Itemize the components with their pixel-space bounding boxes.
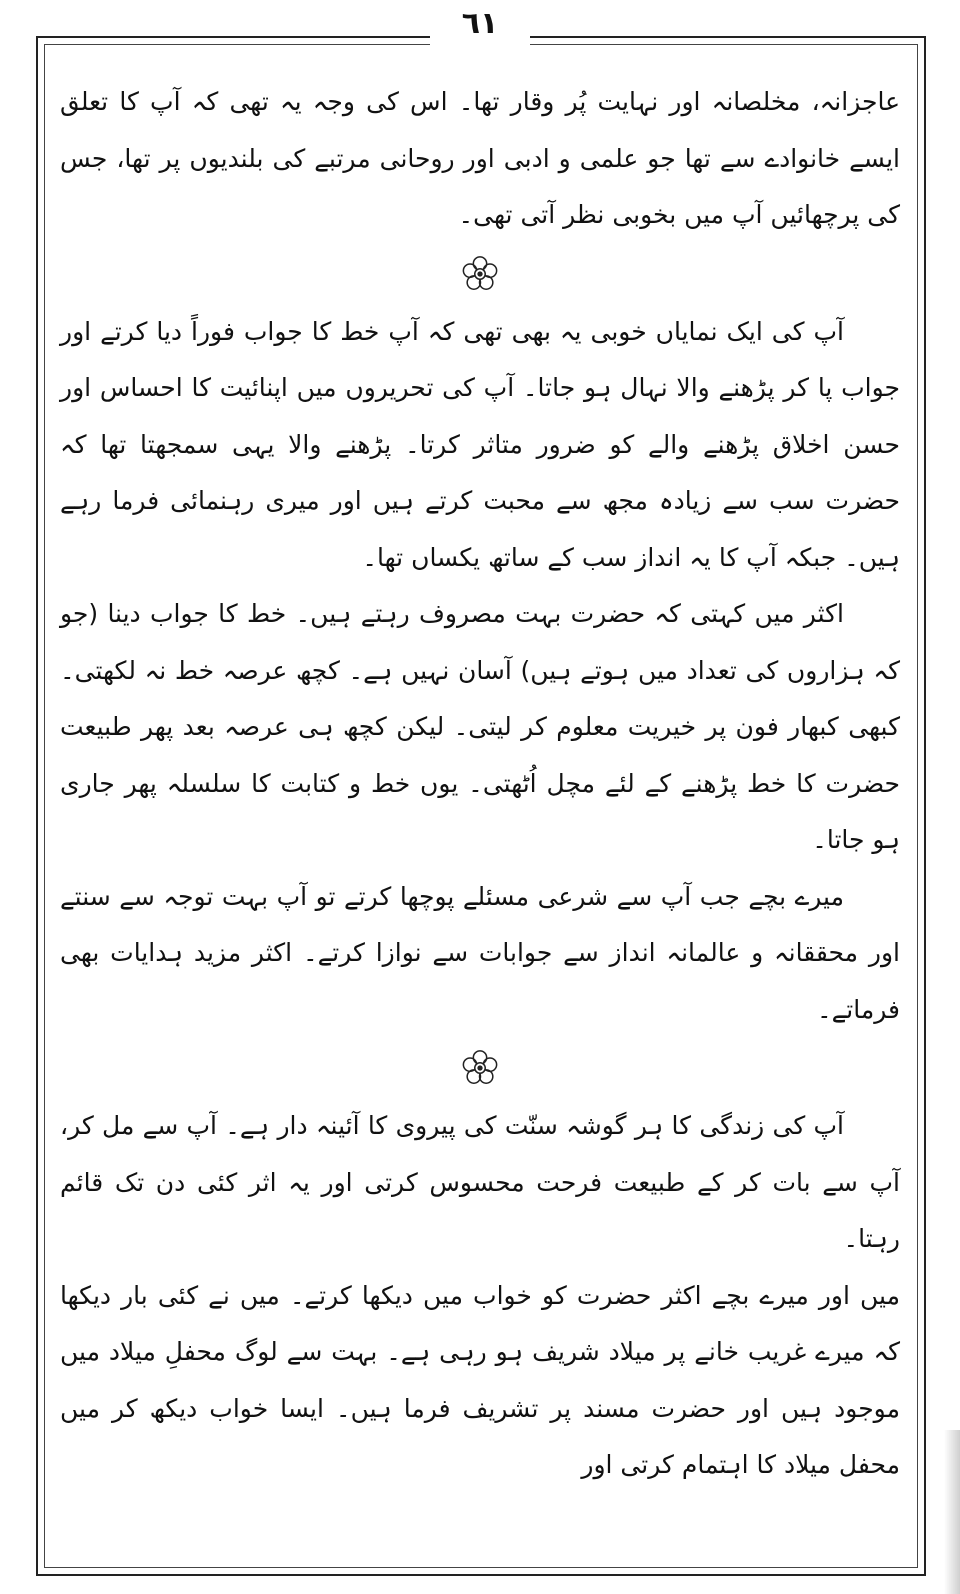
section-divider (60, 1038, 900, 1098)
flower-ornament-icon (461, 1049, 499, 1087)
paragraph-4: میرے بچے جب آپ سے شرعی مسئلے پوچھا کرتے تو آپ بہت توجہ سے سنتے اور محققانہ و عالمانہ انداز سے جوابات سے نوازا کرتے۔ اکثر مزید ہدایات بھی فرماتے۔ (60, 881, 900, 1024)
paragraph-6: میں اور میرے بچے اکثر حضرت کو خواب میں دیکھا کرتے۔ میں نے کئی بار دیکھا کہ میرے غریب خانے پر میلاد شریف ہو رہی ہے۔ بہت سے لوگ محفلِ میلاد میں موجود ہیں اور حضرت مسند پر تشریف فرما ہیں۔ ایسا خواب دیکھ کر میں محفل میلاد کا اہتمام کرتی اور (60, 1280, 900, 1479)
paragraph-3: اکثر میں کہتی کہ حضرت بہت مصروف رہتے ہیں۔ خط کا جواب دینا (جو کہ ہزاروں کی تعداد میں ہوتے ہیں) آسان نہیں ہے۔ کچھ عرصہ خط نہ لکھتی۔ کبھی کبھار فون پر خیریت معلوم کر لیتی۔ لیکن کچھ ہی عرصہ بعد پھر طبیعت حضرت کا خط پڑھنے کے لئے مچل اُٹھتی۔ یوں خط و کتابت کا سلسلہ پھر جاری ہو جاتا۔ (60, 599, 900, 854)
page-number: ٦١ (461, 6, 499, 41)
paragraph-2: آپ کی ایک نمایاں خوبی یہ بھی تھی کہ آپ خط کا جواب فوراً دیا کرتے اور جواب پا کر پڑھنے والا نہال ہو جاتا۔ آپ کی تحریروں میں اپنائیت کا احساس اور حسن اخلاق پڑھنے والے کو ضرور متاثر کرتا۔ پڑھنے والا یہی سمجھتا تھا کہ حضرت سب سے زیادہ مجھ سے محبت کرتے ہیں اور میری رہنمائی فرما رہے ہیں۔ جبکہ آپ کا یہ انداز سب کے ساتھ یکساں تھا۔ (60, 316, 900, 572)
section-divider (60, 244, 900, 304)
flower-ornament-icon (461, 255, 499, 293)
page-body (60, 74, 900, 1564)
paragraph-1: عاجزانہ، مخلصانہ اور نہایت پُر وقار تھا۔ اس کی وجہ یہ تھی کہ آپ کا تعلق ایسے خانوادے سے تھا جو علمی و ادبی اور روحانی مرتبے کی بلندیوں پر تھا، جس کی پرچھائیں آپ میں بخوبی نظر آتی تھی۔ (60, 87, 900, 229)
scan-edge-shadow (944, 1430, 960, 1594)
paragraph-5: آپ کی زندگی کا ہر گوشہ سنّت کی پیروی کا آئینہ دار ہے۔ آپ سے مل کر، آپ سے بات کر کے طبیعت فرحت محسوس کرتی اور یہ اثر کئی دن تک قائم رہتا۔ (60, 1111, 900, 1253)
